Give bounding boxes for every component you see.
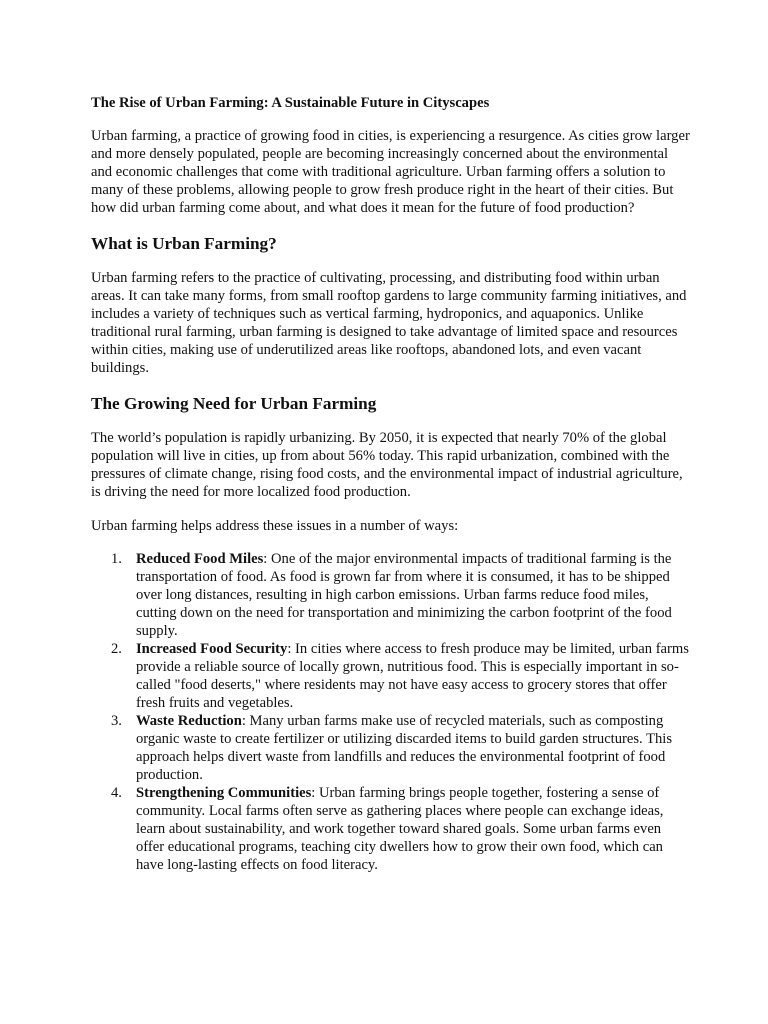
list-item-text: : Many urban farms make use of recycled materials, such as composting organic waste to create fertilizer or utilizing discarded items to build garden structures. This approach helps divert waste from landfills and reduces the environmental footprint of food production. bbox=[136, 713, 673, 783]
list-item-text: : One of the major environmental impacts of traditional farming is the transportation of food. As food is grown far from where it is consumed, it has to be shipped over long distances, resulting in high carbon emissions. Urban farms reduce food miles, cutting down on the need for transportation and minimizing the carbon footprint of the food supply. bbox=[136, 551, 672, 639]
benefits-list bbox=[91, 550, 691, 874]
section-2-paragraph-1: The world’s population is rapidly urbanizing. By 2050, it is expected that nearly 70% of the global population will live in cities, up from about 56% today. This rapid urbanization, combined with the pressures of climate change, rising food costs, and the environmental impact of industrial agriculture, is driving the need for more localized food production. bbox=[91, 430, 683, 500]
list-item-title: Waste Reduction bbox=[136, 713, 242, 729]
list-item-number: 1. bbox=[111, 551, 122, 567]
list-item-number: 2. bbox=[111, 641, 122, 657]
list-item bbox=[91, 712, 691, 784]
section-1-paragraph: Urban farming refers to the practice of cultivating, processing, and distributing food within urban areas. It can take many forms, from small rooftop gardens to large community farming initiatives, and includes a variety of techniques such as vertical farming, hydroponics, and aquaponics. Unlike traditional rural farming, urban farming is designed to take advantage of limited space and resources within cities, making use of underutilized areas like rooftops, abandoned lots, and even vacant buildings. bbox=[91, 270, 687, 376]
list-item-title: Reduced Food Miles bbox=[136, 551, 264, 567]
list-item-number: 4. bbox=[111, 785, 122, 801]
list-item-number: 3. bbox=[111, 713, 122, 729]
list-item-text: : In cities where access to fresh produce may be limited, urban farms provide a reliable source of locally grown, nutritious food. This is especially important in so-called "food deserts," where residents may not have easy access to grocery stores that offer fresh fruits and vegetables. bbox=[136, 641, 689, 711]
list-item-text: : Urban farming brings people together, fostering a sense of community. Local farms often serve as gathering places where people can exchange ideas, learn about sustainability, and work together toward shared goals. Some urban farms even offer educational programs, teaching city dwellers how to grow their own food, which can have long-lasting effects on food literacy. bbox=[136, 785, 664, 873]
list-item bbox=[91, 640, 691, 712]
section-heading-what-is-urban-farming: What is Urban Farming? bbox=[91, 234, 277, 253]
section-2-paragraph-2: Urban farming helps address these issues in a number of ways: bbox=[91, 518, 459, 534]
list-item bbox=[91, 550, 691, 640]
document-title: The Rise of Urban Farming: A Sustainable Future in Cityscapes bbox=[91, 95, 490, 111]
intro-paragraph: Urban farming, a practice of growing food in cities, is experiencing a resurgence. As cities grow larger and more densely populated, people are becoming increasingly concerned about the environmental and economic challenges that come with traditional agriculture. Urban farming offers a solution to many of these problems, allowing people to grow fresh produce right in the heart of their cities. But how did urban farming come about, and what does it mean for the future of food production? bbox=[91, 128, 690, 216]
list-item-title: Increased Food Security bbox=[136, 641, 288, 657]
list-item bbox=[91, 784, 691, 874]
list-item-title: Strengthening Communities bbox=[136, 785, 312, 801]
document-page bbox=[91, 94, 691, 874]
section-heading-growing-need: The Growing Need for Urban Farming bbox=[91, 394, 377, 413]
